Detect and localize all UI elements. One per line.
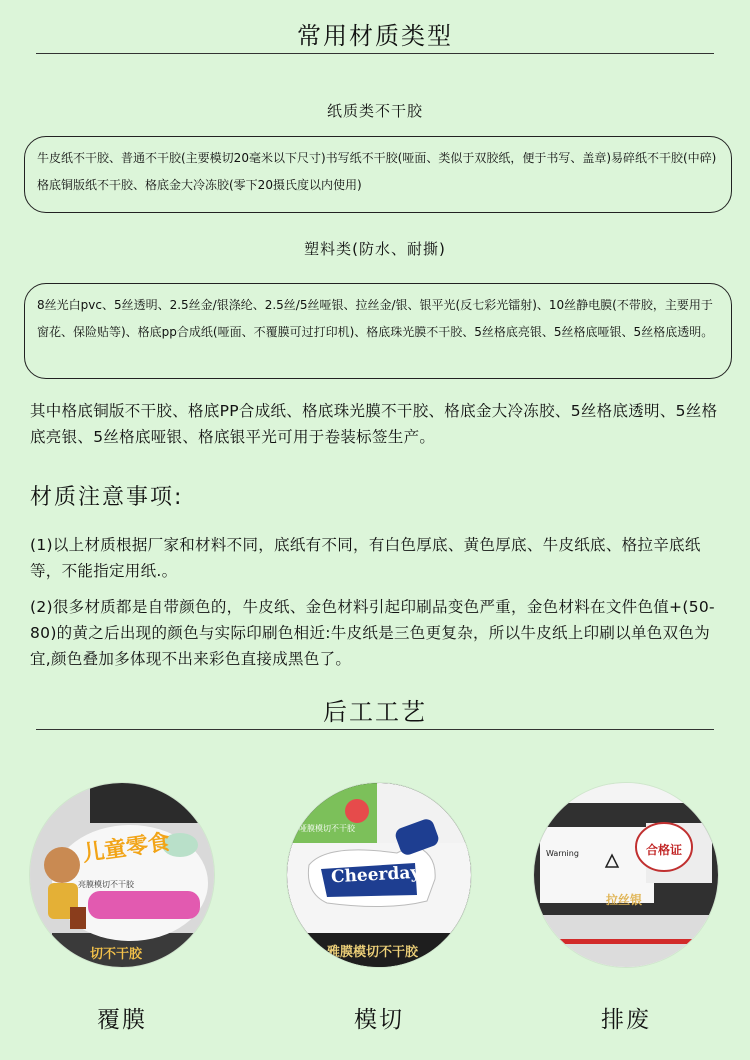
die-cut-photo-text-1: Cheerday [330,862,421,888]
waste-removal-caption: 排废 [601,1007,651,1033]
roll-label-note: 其中格底铜版不干胶、格底PP合成纸、格底珠光膜不干胶、格底金大冷冻胶、5丝格底透明、5丝格底亮银、5丝格底哑银、格底银平光可用于卷装标签生产。 [30,402,718,446]
plastic-subtitle: 塑料类(防水、耐撕) [304,240,446,258]
die-cut-photo [287,783,471,967]
plastic-materials-text: 8丝光白pvc、5丝透明、2.5丝金/银涤纶、2.5丝/5丝哑银、拉丝金/银、银平光(反七彩光镭射)、10丝静电膜(不带胶，主要用于窗花、保险贴等)、格底pp合成纸(哑面、不覆膜可过打印机)、格底珠光膜不干胶、5丝格底亮银、5丝格底哑银、5丝格底透明。 [37,298,714,339]
lamination-photo-text-1: 儿童零食 [80,829,172,867]
lamination-photo-text-3: 切不干胶 [90,947,143,962]
title-divider [36,53,714,54]
die-cut-photo-text-2: 哑膜模切不干胶 [299,824,355,833]
lamination-photo-text-2: 亮膜模切不干胶 [78,880,134,889]
note-2: (2)很多材质都是自带颜色的，牛皮纸、金色材料引起印刷品变色严重，金色材料在文件色值+(50-80)的黄之后出现的颜色与实际印刷色相近:牛皮纸是三色更复杂，所以牛皮纸上印刷以单色双色为宜,颜色叠加多体现不出来彩色直接成黑色了。 [30,598,715,668]
plastic-materials-box [24,283,732,379]
post-title-divider [36,729,714,730]
paper-materials-text: 牛皮纸不干胶、普通不干胶(主要模切20毫米以下尺寸)书写纸不干胶(哑面、类似于双胶纸，便于书写、盖章)易碎纸不干胶(中碎)格底铜版纸不干胶、格底金大冷冻胶(零下20摄氏度以内使用) [37,151,717,192]
waste-removal-photo [534,783,718,967]
die-cut-photo-text-3: 雅膜模切不干胶 [327,945,419,960]
lamination-photo [30,783,214,967]
lamination-caption: 覆膜 [97,1007,147,1033]
paper-subtitle: 纸质类不干胶 [326,102,423,120]
note-1: (1)以上材质根据厂家和材料不同，底纸有不同，有白色厚底、黄色厚底、牛皮纸底、格拉辛底纸等，不能指定用纸.。 [30,536,701,580]
die-cut-caption: 模切 [354,1007,404,1033]
waste-removal-photo-text-2: Warning [546,849,579,858]
paper-materials-box [24,136,732,213]
waste-removal-photo-text-1: 合格证 [646,843,683,857]
post-process-title: 后工工艺 [323,698,427,726]
waste-removal-photo-text-3: 拉丝银 [606,893,643,907]
waste-removal-illustration [534,783,718,967]
notes-heading: 材质注意事项: [30,485,184,510]
materials-section-title: 常用材质类型 [297,22,453,50]
lamination-illustration [30,783,214,967]
